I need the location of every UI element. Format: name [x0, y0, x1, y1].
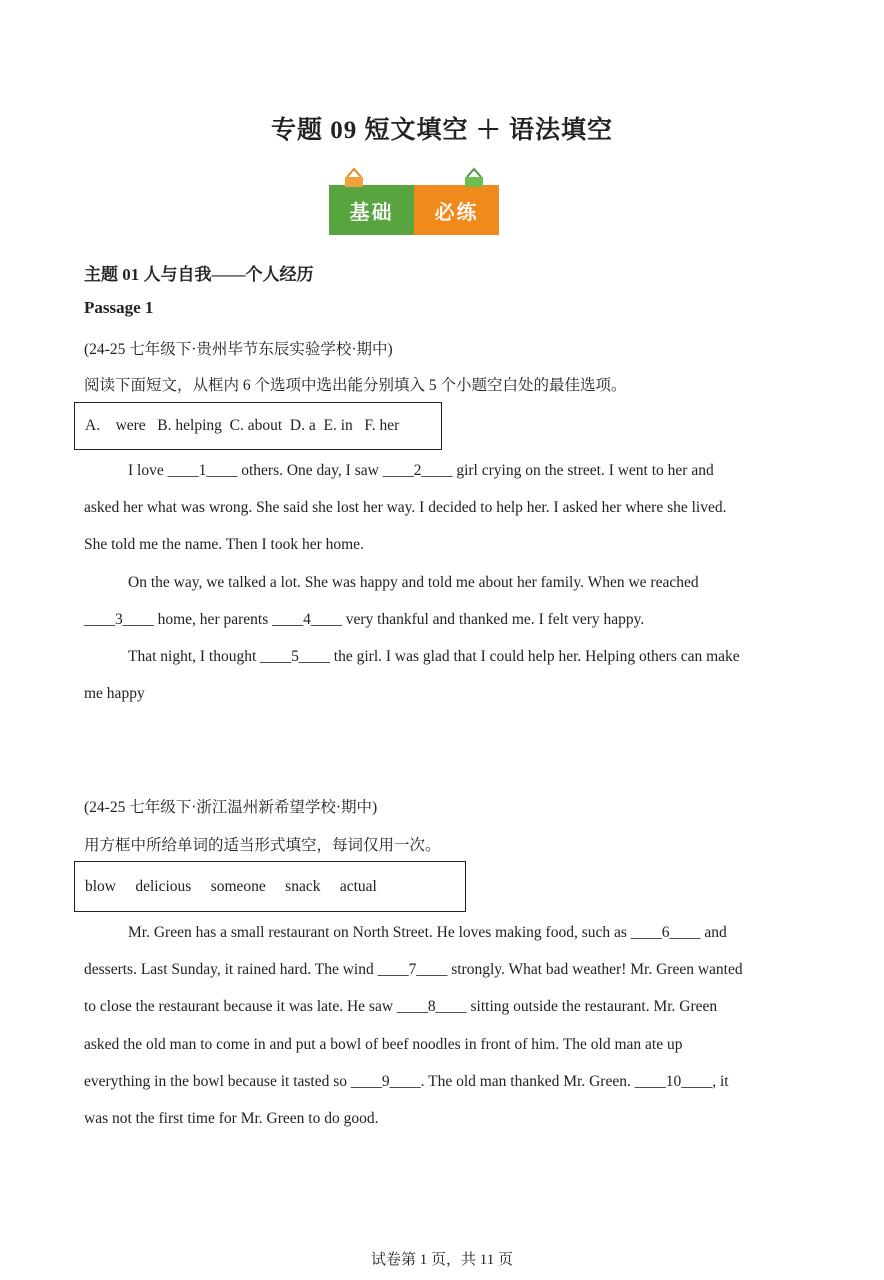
options-box: A. were B. helping C. about D. a E. in F. her [74, 402, 442, 450]
passage1-body [84, 452, 744, 712]
badge-basic: 基础 [329, 185, 414, 235]
word-box: blow delicious someone snack actual [74, 861, 466, 912]
section1-instruction: 阅读下面短文，从框内 6 个选项中选出能分别填入 5 个小题空白处的最佳选项。 [84, 377, 627, 394]
passage2-body [84, 914, 744, 1137]
badge-practice: 必练 [414, 185, 499, 235]
passage1-paragraph-1: I love ____1____ others. One day, I saw ____2____ girl crying on the street. I went to her and asked her what was wrong. She said she lost her way. I decided to help her. I asked her where she lived. She told me the name. Then I took her home. [84, 462, 727, 554]
passage1-paragraph-2: On the way, we talked a lot. She was happy and told me about her family. When we reached ____3____ home, her parents ____4____ very thankful and thanked me. I felt very happy. [84, 573, 699, 628]
practice-badge [329, 185, 499, 235]
page-footer: 试卷第 1 页，共 11 页 [371, 1252, 513, 1268]
section1-source: (24-25 七年级下·贵州毕节东辰实验学校·期中) [84, 341, 393, 358]
binder-clip-icon [343, 167, 365, 189]
document-title: 专题 09 短文填空 ＋ 语法填空 [270, 117, 613, 144]
topic-heading: 主题 01 人与自我——个人经历 [84, 265, 314, 284]
passage1-paragraph-3: That night, I thought ____5____ the girl. I was glad that I could help her. Helping others can make me happy [84, 648, 740, 703]
section2-source: (24-25 七年级下·浙江温州新希望学校·期中) [84, 799, 378, 816]
binder-clip-icon [463, 167, 485, 189]
passage-label: Passage 1 [84, 298, 154, 317]
section2-instruction: 用方框中所给单词的适当形式填空，每词仅用一次。 [84, 837, 441, 854]
passage2-paragraph-1: Mr. Green has a small restaurant on North Street. He loves making food, such as ____6____ and desserts. Last Sunday, it rained hard. The wind ____7____ strongly. What bad weather! Mr. Green wanted to close the restaurant because it was late. He saw ____8____ sitting outside the restaurant. Mr. Green asked the old man to come in and put a bowl of beef noodles in front of him. The old man ate up everything in the bowl because it tasted so ____9____. The old man thanked Mr. Green. ____10____, it was not the first time for Mr. Green to do good. [84, 924, 743, 1128]
